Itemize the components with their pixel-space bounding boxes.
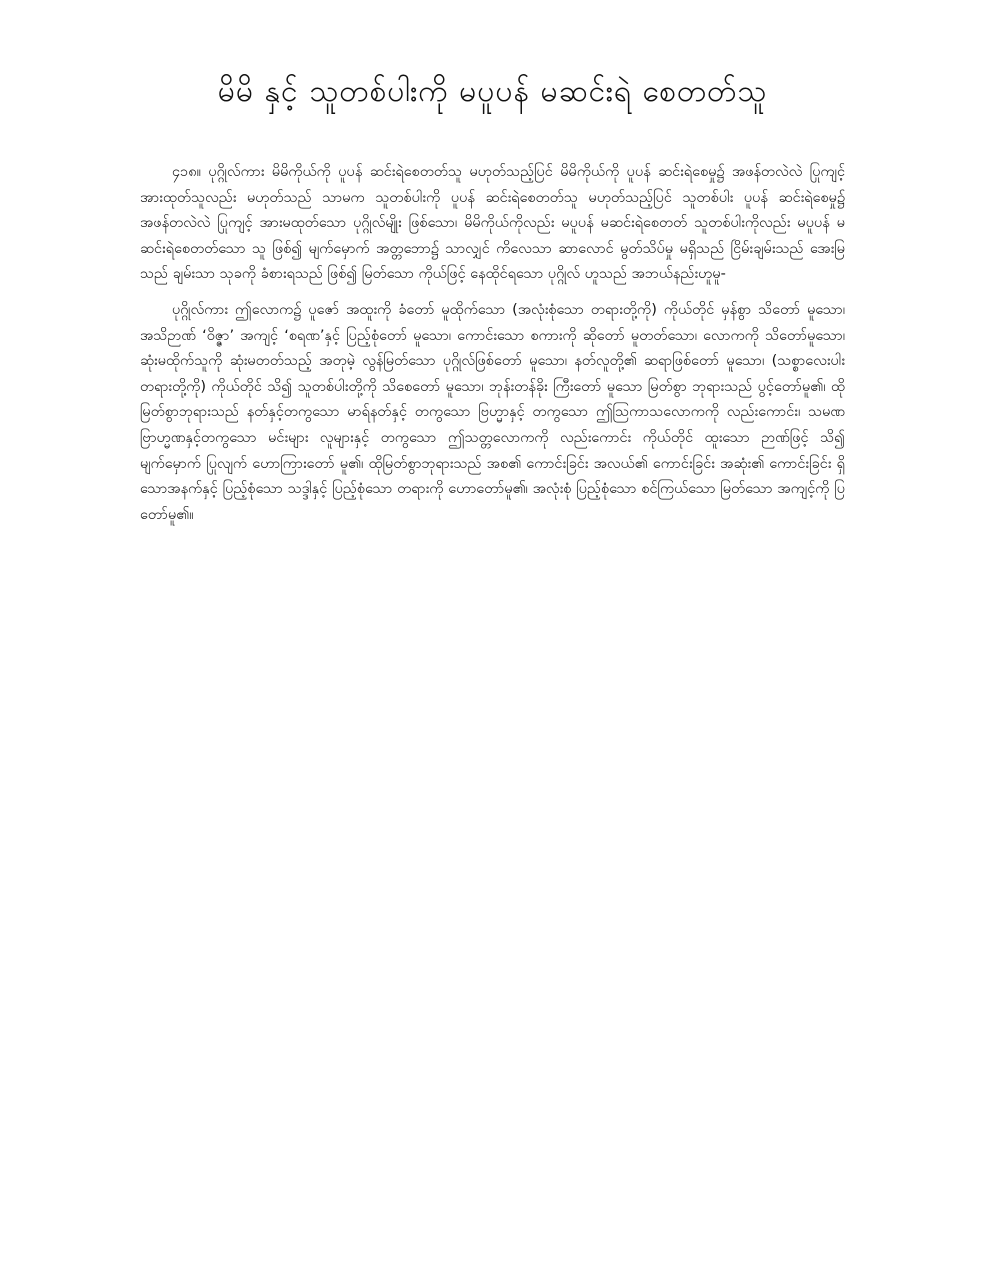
page-title: မိမိ နှင့် သူတစ်ပါးကို မပူပန် မဆင်းရဲ စေတတ်သူ xyxy=(217,74,768,109)
document-body xyxy=(140,160,845,538)
paragraph-1: ၄၁၈။ ပုဂ္ဂိုလ်ကား မိမိကိုယ်ကို ပူပန် ဆင်းရဲစေတတ်သူ မဟုတ်သည့်ပြင် မိမိကိုယ်ကို ပူပန် ဆင်းရဲစေမှု၌ အဖန်တလဲလဲ ပြုကျင့် အားထုတ်သူလည်း မဟုတ်သည် သာမက သူတစ်ပါးကို ပူပန် ဆင်းရဲစေတတ်သူ မဟုတ်သည့်ပြင် သူတစ်ပါး ပူပန် ဆင်းရဲစေမှု၌ အဖန်တလဲလဲ ပြုကျင့် အားမထုတ်သော ပုဂ္ဂိုလ်မျိုး ဖြစ်သော၊ မိမိကိုယ်ကိုလည်း မပူပန် မဆင်းရဲစေတတ် သူတစ်ပါးကိုလည်း မပူပန် မဆင်းရဲစေတတ်သော သူ ဖြစ်၍ မျက်မှောက် အတ္တဘော၌ သာလျှင် ကိလေသာ ဆာလောင် မွတ်သိပ်မှု မရှိသည် ငြိမ်းချမ်းသည် အေးမြသည် ချမ်းသာ သုခကို ခံစားရသည် ဖြစ်၍ မြတ်သော ကိုယ်ဖြင့် နေထိုင်ရသော ပုဂ္ဂိုလ် ဟူသည် အဘယ်နည်းဟူမူ- xyxy=(140,164,845,283)
paragraph-2: ပုဂ္ဂိုလ်ကား ဤလောက၌ ပူဇော် အထူးကို ခံတော် မူထိုက်သော (အလုံးစုံသော တရားတို့ကို) ကိုယ်တိုင် မှန်စွာ သိတော် မူသော၊ အသိဉာဏ် ‘ဝိဇ္ဇာ’ အကျင့် ‘စရဏ’နှင့် ပြည့်စုံတော် မူသော၊ ကောင်းသော စကားကို ဆိုတော် မူတတ်သော၊ လောကကို သိတော်မူသော၊ ဆုံးမထိုက်သူကို ဆုံးမတတ်သည့် အတုမဲ့ လွန်မြတ်သော ပုဂ္ဂိုလ်ဖြစ်တော် မူသော၊ နတ်လူတို့၏ ဆရာဖြစ်တော် မူသော၊ (သစ္စာလေးပါး တရားတို့ကို) ကိုယ်တိုင် သိ၍ သူတစ်ပါးတို့ကို သိစေတော် မူသော၊ ဘုန်းတန်ခိုး ကြီးတော် မူသော မြတ်စွာ ဘုရားသည် ပွင့်တော်မူ၏၊ ထိုမြတ်စွာဘုရားသည် နတ်နှင့်တကွသော မာရ်နတ်နှင့် တကွသော ဗြဟ္မာနှင့် တကွသော ဤသြကာသလောကကို လည်းကောင်း၊ သမဏဗြာဟ္မဏနှင့်တကွသော မင်းများ လူများနှင့် တကွသော ဤသတ္တလောကကို လည်းကောင်း ကိုယ်တိုင် ထူးသော ဉာဏ်ဖြင့် သိ၍ မျက်မှောက် ပြုလျက် ဟောကြားတော် မူ၏၊ ထိုမြတ်စွာဘုရားသည် အစ၏ ကောင်းခြင်း အလယ်၏ ကောင်းခြင်း အဆုံး၏ ကောင်းခြင်း ရှိသောအနက်နှင့် ပြည့်စုံသော သဒ္ဒါနှင့် ပြည့်စုံသော တရားကို ဟောတော်မူ၏၊ အလုံးစုံ ပြည့်စုံသော စင်ကြယ်သော မြတ်သော အကျင့်ကို ပြတော်မူ၏။ xyxy=(140,301,845,523)
